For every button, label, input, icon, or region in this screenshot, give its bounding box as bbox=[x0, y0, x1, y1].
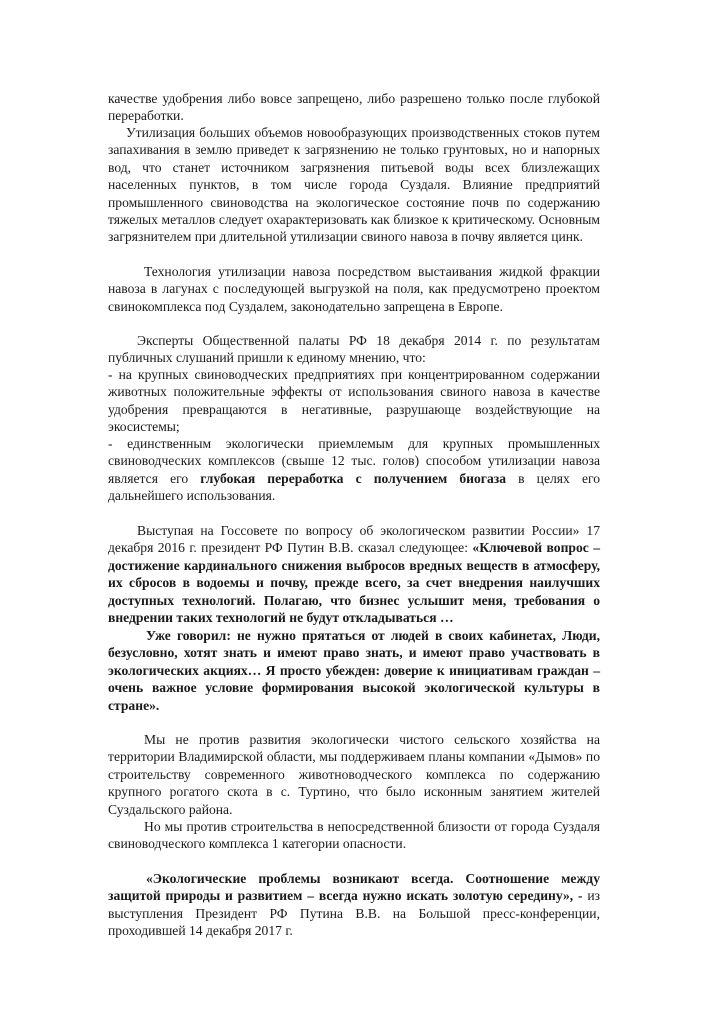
paragraph-waste-disposal bbox=[108, 124, 600, 246]
paragraph-text: из выступления Президент РФ Путина В.В. на Большой пресс-конференции, проходившей 14 декабря 2017 г. bbox=[108, 888, 600, 939]
paragraph-text: Выступая на Госсовете по вопросу об экологическом развитии России» 17 декабря 2016 г. президент РФ Путин В.В. сказал следующее: bbox=[108, 523, 600, 556]
paragraph-emphasis: глубокая переработка с получением биогаза bbox=[200, 470, 507, 486]
paragraph-state-council-quote bbox=[108, 522, 600, 626]
paragraph-lagoon-technology bbox=[108, 263, 600, 315]
paragraph-biogas bbox=[108, 435, 600, 505]
paragraph-public-chamber bbox=[108, 332, 600, 367]
paragraph-press-conference-quote bbox=[108, 870, 600, 940]
paragraph-large-farms bbox=[108, 366, 600, 436]
paragraph-quote-continuation bbox=[108, 627, 600, 714]
paragraph-text: Утилизация больших объемов новообразующих производственных стоков путем запахивания в землю приведет к загрязнению не только грунтовых, но и напорных вод, что станет источником загрязнения питьевой воды всех близлежащих населенных пунктов, в том числе города Суздаля. Влияние предприятий промышленного свиноводства на экологическое состояние почв по содержанию тяжелых металлов следует охарактеризовать как близкое к критическому. Основным загрязнителем при длительной утилизации свиного навоза в почву является цинк. bbox=[108, 125, 600, 245]
paragraph-text: Эксперты Общественной палаты РФ 18 декабря 2014 г. по результатам публичных слушаний пришли к единому мнению, что: bbox=[108, 333, 600, 366]
quote-text: «Ключевой вопрос – достижение кардинального снижения выбросов вредных веществ в атмосферу, их сбросов в водоемы и почву, прежде всего, за счет внедрения наилучших доступных технологий. Полагаю, что бизнес услышит меня, требования о внедрении таких технологий не будут откладываться … bbox=[108, 540, 601, 626]
quote-text: Уже говорил: не нужно прятаться от людей в своих кабинетах, Люди, безусловно, хотят знать и имеют право знать, и имеют право участвовать в экологических акциях… Я просто убежден: доверие к инициативам граждан – очень важное условие формирования высокой экологической культуры в стране». bbox=[108, 628, 600, 713]
paragraph-text: - единственным экологически приемлемым для крупных промышленных свиноводческих комплексов (свыше 12 тыс. голов) способом утилизации навоза является его bbox=[108, 436, 600, 486]
paragraph-fertilizer-ban bbox=[108, 90, 600, 125]
paragraph-dymov-support bbox=[108, 731, 600, 818]
paragraph-text: - на крупных свиноводческих предприятиях при концентрированном содержании животных положительные эффекты от использования свиного навоза в качестве удобрения превращаются в негативные, разрушающе воздействующие на экосистемы; bbox=[108, 367, 600, 435]
paragraph-text: в целях его дальнейшего использования. bbox=[108, 470, 601, 504]
paragraph-text: качестве удобрения либо вовсе запрещено, либо разрешено только после глубокой переработки. bbox=[108, 91, 600, 124]
paragraph-text: Технология утилизации навоза посредством выстаивания жидкой фракции навоза в лагунах с последующей выгрузкой на поля, как предусмотрено проектом свинокомплекса под Суздалем, законодательно запрещена в Европе. bbox=[108, 264, 600, 314]
quote-text: «Экологические проблемы возникают всегда. Соотношение между защитой природы и развитием – всегда нужно искать золотую середину», - bbox=[108, 871, 600, 904]
paragraph-opposition bbox=[108, 818, 600, 853]
paragraph-text: Мы не против развития экологически чистого сельского хозяйства на территории Владимирской области, мы поддерживаем планы компании «Дымов» по строительству современного животноводческого комплекса по содержанию крупного рогатого скота в с. Туртино, что было исконным занятием жителей Суздальского района. bbox=[108, 732, 600, 817]
paragraph-text: Но мы против строительства в непосредственной близости от города Суздаля свиноводческого комплекса 1 категории опасности. bbox=[108, 819, 600, 852]
